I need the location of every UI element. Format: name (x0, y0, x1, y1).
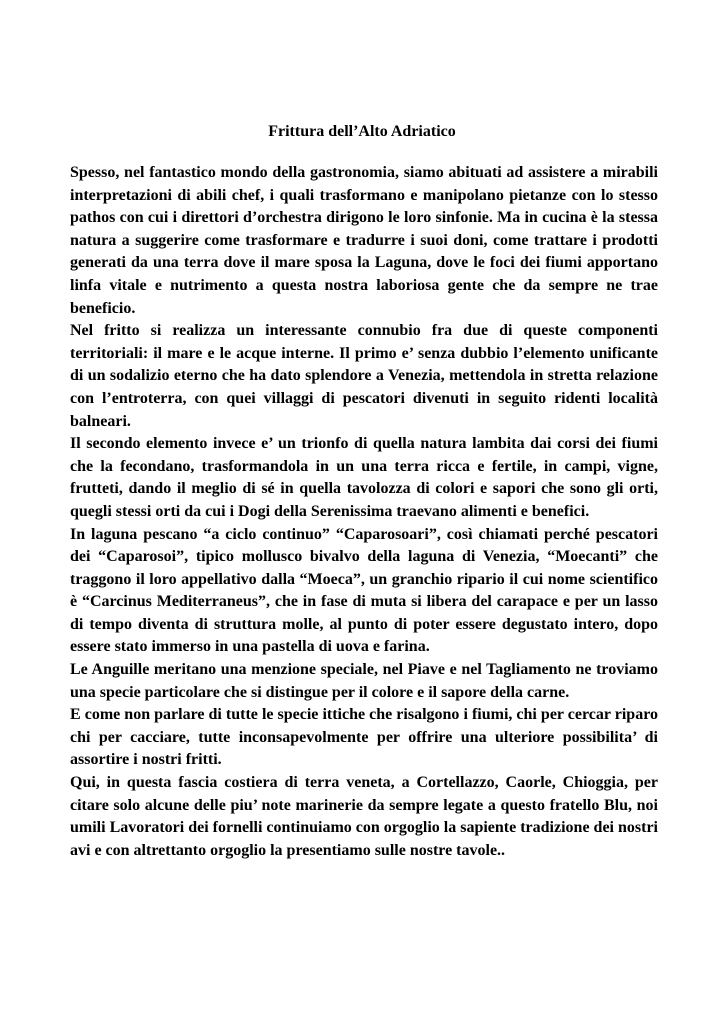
paragraph-fritto: Nel fritto si realizza un interessante connubio fra due di queste componenti territoriali: il mare e le acque interne. Il primo e’ senza dubbio l’elemento unificante di un sodalizio eterno che ha dato splendore a Venezia, mettendola in stretta relazione con l’entroterra, con quei villaggi di pescatori divenuti in seguito ridenti località balneari. (70, 322, 658, 430)
paragraph-intro: Spesso, nel fantastico mondo della gastronomia, siamo abituati ad assistere a mirabili interpretazioni di abili chef, i quali trasformano e manipolano pietanze con lo stesso pathos con cui i direttori d’orchestra dirigono le loro sinfonie. Ma in cucina è la stessa natura a suggerire come trasformare e tradurre i suoi doni, come trattare i prodotti generati da una terra dove il mare sposa la Laguna, dove le foci dei fiumi apportano linfa vitale e nutrimento a questa nostra laboriosa gente che da sempre ne trae beneficio. (70, 164, 658, 317)
document-title: Frittura dell’Alto Adriatico (268, 123, 456, 140)
paragraph-anguille: Le Anguille meritano una menzione speciale, nel Piave e nel Tagliamento ne troviamo una specie particolare che si distingue per il colore e il sapore della carne. (70, 661, 658, 701)
paragraph-specie-ittiche: E come non parlare di tutte le specie ittiche che risalgono i fiumi, chi per cercar riparo chi per cacciare, tutte inconsapevolmente per offrire una ulteriore possibilita’ di assortire i nostri fritti. (70, 706, 658, 769)
document-body (70, 162, 658, 862)
paragraph-conclusione: Qui, in questa fascia costiera di terra veneta, a Cortellazzo, Caorle, Chioggia, per citare solo alcune delle piu’ note marinerie da sempre legate a questo fratello Blu, noi umili Lavoratori dei fornelli continuiamo con orgoglio la sapiente tradizione dei nostri avi e con altrettanto orgoglio la presentiamo sulle nostre tavole.. (70, 774, 658, 859)
paragraph-secondo-elemento: Il secondo elemento invece e’ un trionfo di quella natura lambita dai corsi dei fiumi che la fecondano, trasformandola in un una terra ricca e fertile, in campi, vigne, frutteti, dando il meglio di sé in quella tavolozza di colori e sapori che sono gli orti, quegli stessi orti da cui i Dogi della Serenissima traevano alimenti e benefici. (70, 435, 658, 520)
paragraph-laguna: In laguna pescano “a ciclo continuo” “Caparosoari”, così chiamati perché pescatori dei “Caparosoi”, tipico mollusco bivalvo della laguna di Venezia, “Moecanti” che traggono il loro appellativo dalla “Moeca”, un granchio ripario il cui nome scientifico è “Carcinus Mediterraneus”, che in fase di muta si libera del carapace e per un lasso di tempo diventa di struttura molle, al punto di poter essere degustato intero, dopo essere stato immerso in una pastella di uova e farina. (70, 525, 658, 656)
